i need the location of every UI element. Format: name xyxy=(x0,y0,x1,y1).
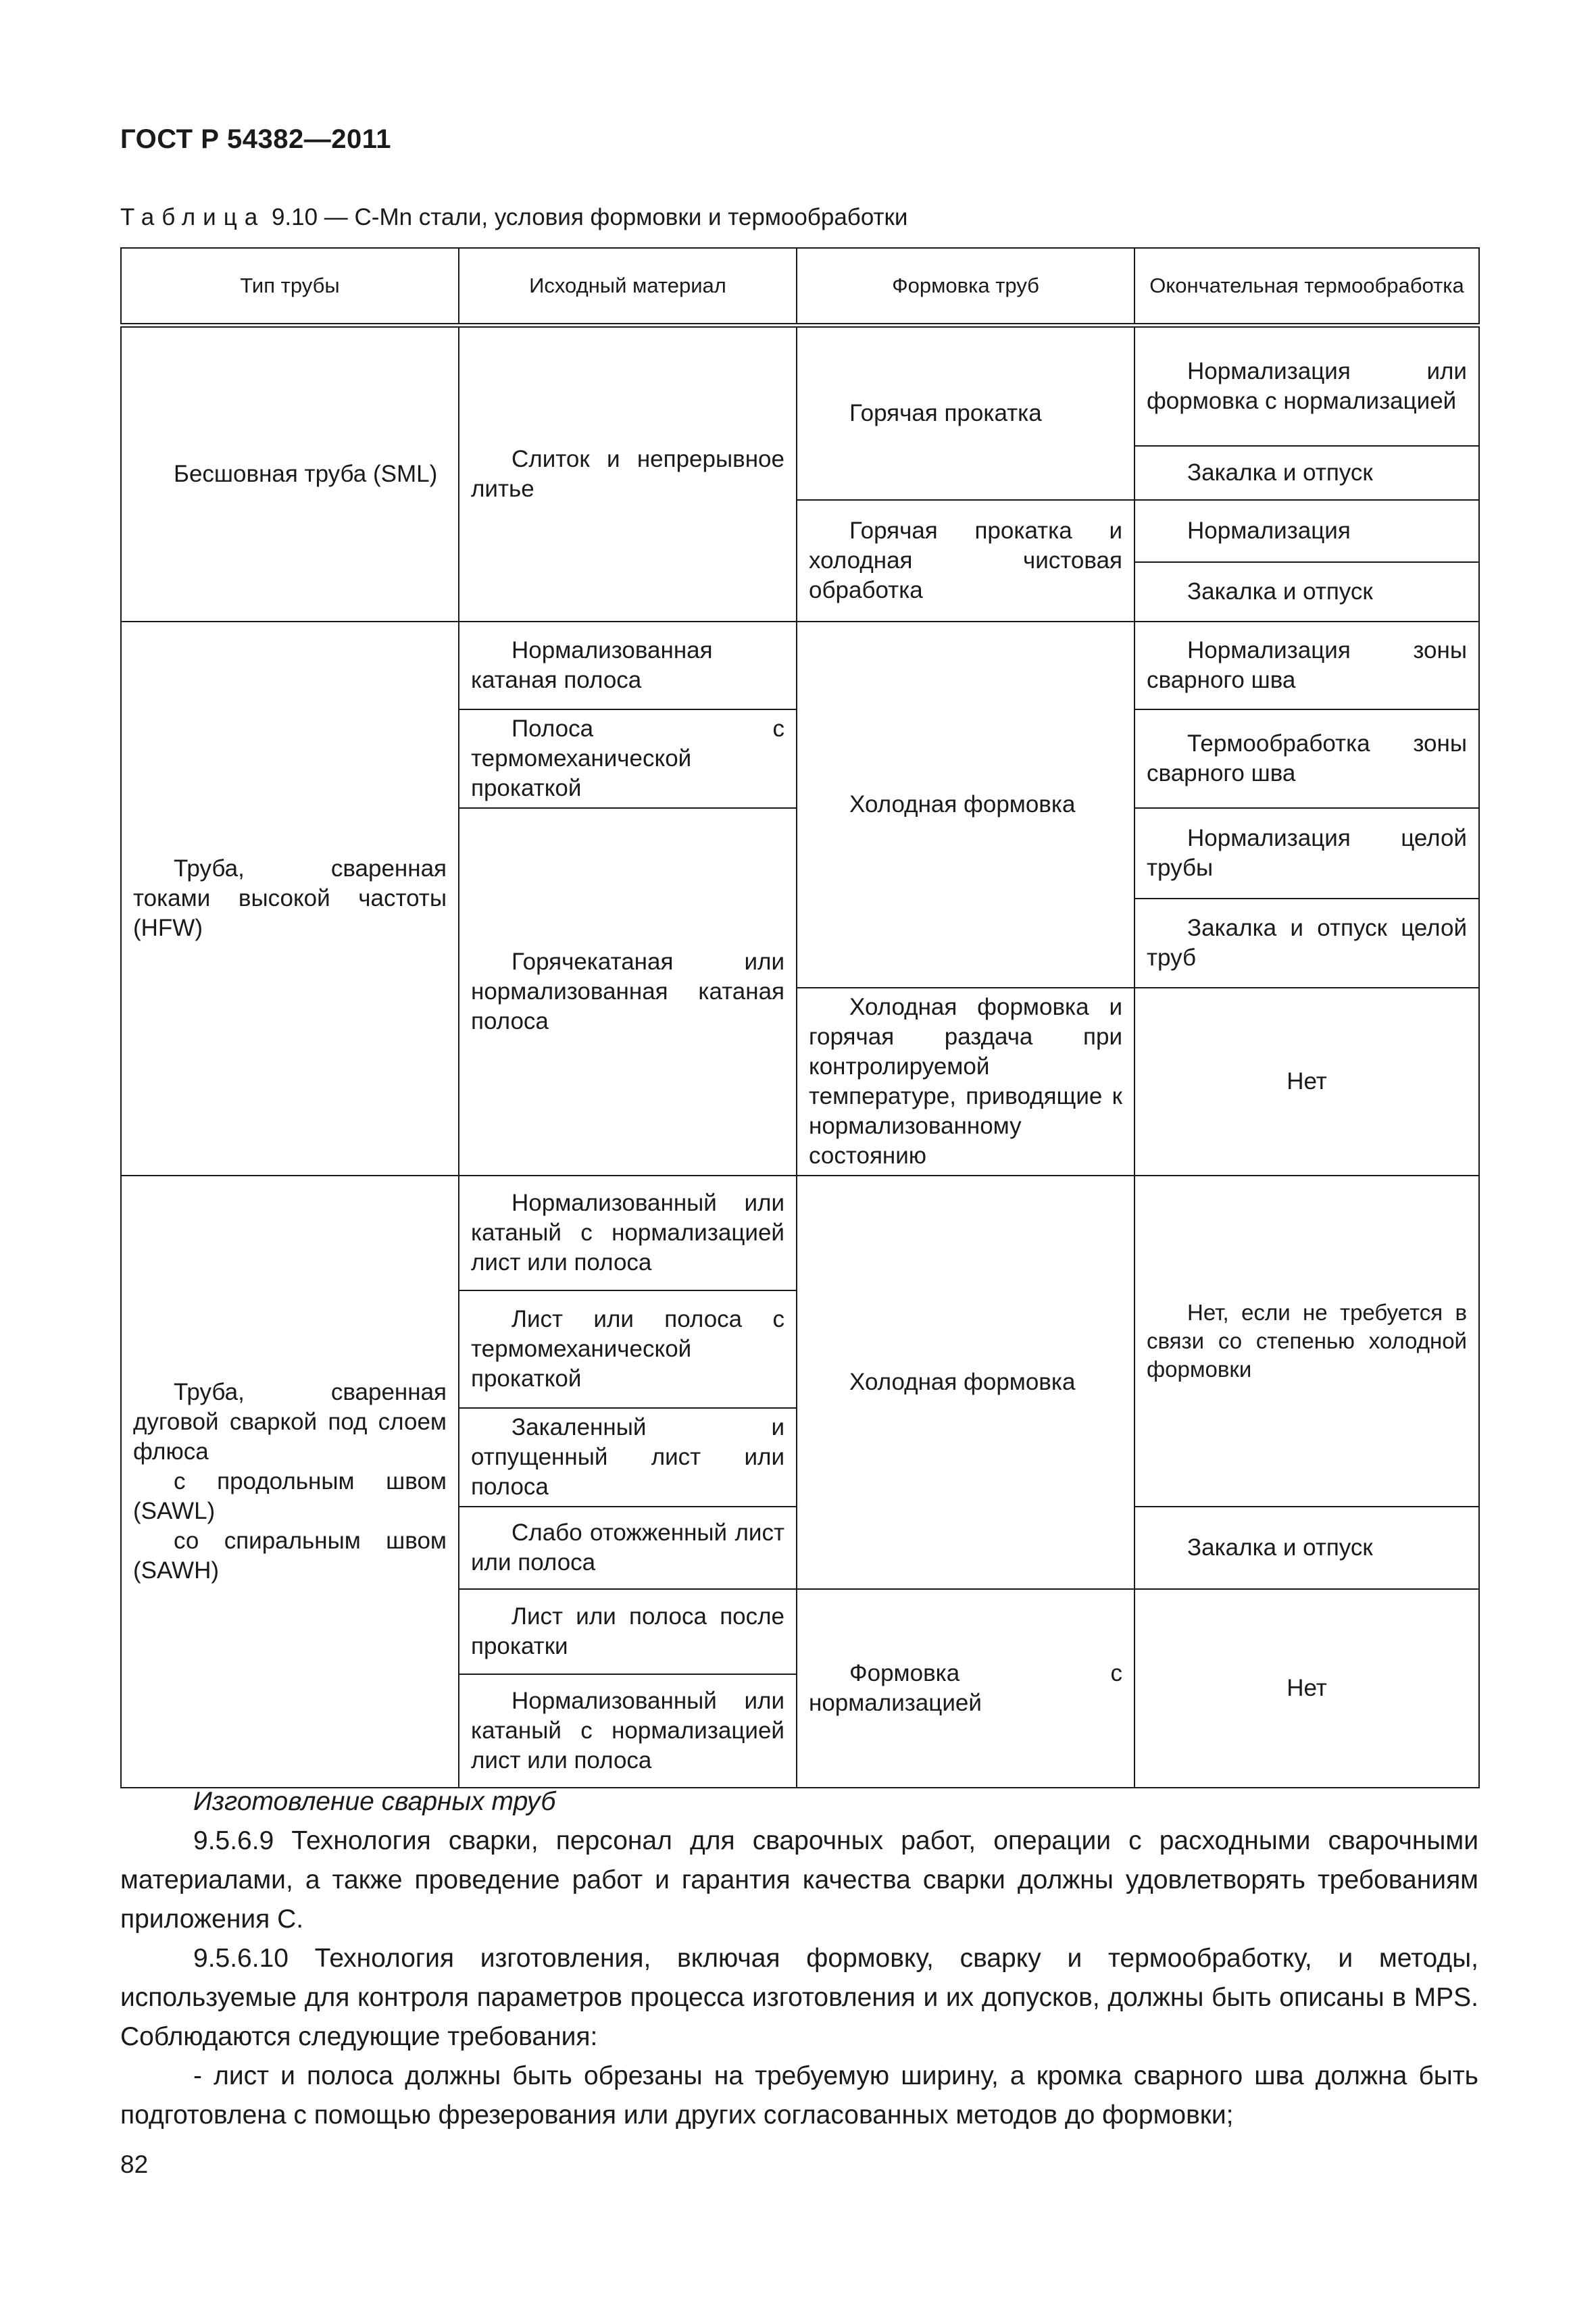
table-row xyxy=(121,326,1479,446)
header-pipe-forming: Формовка труб xyxy=(797,248,1134,326)
table-caption-text: 9.10 — C-Mn стали, условия формовки и термообработки xyxy=(265,204,908,230)
pipe-type-sml: Бесшовная труба (SML) xyxy=(121,326,459,622)
table-caption xyxy=(120,204,907,231)
forming-hfw-1: Холодная формовка xyxy=(797,622,1134,988)
heat-hfw-1: Нормализация зоны сварного шва xyxy=(1134,622,1479,709)
pipe-type-saw-line3: со спиральным швом (SAWH) xyxy=(133,1527,447,1584)
table-row xyxy=(121,1176,1479,1290)
header-final-heat-treatment: Окончательная термообработка xyxy=(1134,248,1479,326)
table-caption-label: Таблица xyxy=(120,204,266,230)
header-pipe-type: Тип трубы xyxy=(121,248,459,326)
forming-saw-2: Формовка с нормализацией xyxy=(797,1589,1134,1788)
heat-sml-2a: Нормализация xyxy=(1134,500,1479,562)
material-saw-4: Слабо отожженный лист или полоса xyxy=(459,1507,797,1589)
pipe-type-saw-line2: с продольным швом (SAWL) xyxy=(133,1467,447,1524)
forming-sml-1: Горячая прокатка xyxy=(797,326,1134,500)
material-saw-3: Закаленный и отпущенный лист или полоса xyxy=(459,1408,797,1507)
paragraph-9-5-6-10: 9.5.6.10 Технология изготовления, включая формовку, сварку и термообработку, и методы, используемые для контроля параметров процесса изготовления и их допусков, должны быть описаны в MPS. Соблюдаются следующие требования: xyxy=(120,1944,1478,2051)
forming-saw-1: Холодная формовка xyxy=(797,1176,1134,1589)
material-saw-6: Нормализованный или катаный с нормализацией лист или полоса xyxy=(459,1674,797,1788)
heat-hfw-5: Нет xyxy=(1134,988,1479,1176)
material-saw-1: Нормализованный или катаный с нормализацией лист или полоса xyxy=(459,1176,797,1290)
table-row xyxy=(121,622,1479,709)
heat-hfw-4: Закалка и отпуск целой труб xyxy=(1134,899,1479,988)
heat-hfw-3: Нормализация целой трубы xyxy=(1134,808,1479,899)
paragraph-9-5-6-9: 9.5.6.9 Технология сварки, персонал для сварочных работ, операции с расходными сварочными материалами, а также проведение работ и гарантия качества сварки должны удовлетворять требованиям приложения С. xyxy=(120,1826,1478,1934)
heat-saw-3: Нет xyxy=(1134,1589,1479,1788)
material-saw-2: Лист или полоса с термомеханической прокаткой xyxy=(459,1290,797,1408)
material-hfw-3: Горячекатаная или нормализованная катаная полоса xyxy=(459,808,797,1176)
header-source-material: Исходный материал xyxy=(459,248,797,326)
material-saw-5: Лист или полоса после прокатки xyxy=(459,1589,797,1674)
heat-sml-1b: Закалка и отпуск xyxy=(1134,446,1479,500)
pipe-type-saw-line1: Труба, сваренная дуговой сваркой под слоем флюса xyxy=(133,1378,447,1465)
page-number: 82 xyxy=(120,2150,149,2178)
heat-saw-2: Закалка и отпуск xyxy=(1134,1507,1479,1589)
material-sml: Слиток и непрерывное литье xyxy=(459,326,797,622)
subheading-welded-pipes: Изготовление сварных труб xyxy=(193,1787,556,1816)
material-hfw-2: Полоса с термомеханической прокаткой xyxy=(459,709,797,808)
heat-hfw-2: Термообработка зоны сварного шва xyxy=(1134,709,1479,808)
pipe-type-saw xyxy=(121,1176,459,1788)
body-text xyxy=(120,1782,1478,2135)
material-hfw-1: Нормализованная катаная полоса xyxy=(459,622,797,709)
heat-saw-1: Нет, если не требуется в связи со степенью холодной формовки xyxy=(1134,1176,1479,1507)
heat-sml-1a: Нормализация или формовка с нормализацией xyxy=(1134,326,1479,446)
steel-forming-table xyxy=(120,247,1480,1788)
heat-sml-2b: Закалка и отпуск xyxy=(1134,562,1479,622)
paragraph-requirement-1: - лист и полоса должны быть обрезаны на требуемую ширину, а кромка сварного шва должна быть подготовлена с помощью фрезерования или других согласованных методов до формовки; xyxy=(120,2061,1478,2130)
pipe-type-hfw: Труба, сваренная токами высокой частоты (HFW) xyxy=(121,622,459,1176)
document-header: ГОСТ Р 54382—2011 xyxy=(120,124,391,154)
table-header-row xyxy=(121,248,1479,326)
forming-hfw-2: Холодная формовка и горячая раздача при контролируемой температуре, приводящие к нормализованному состоянию xyxy=(797,988,1134,1176)
forming-sml-2: Горячая прокатка и холодная чистовая обработка xyxy=(797,500,1134,622)
